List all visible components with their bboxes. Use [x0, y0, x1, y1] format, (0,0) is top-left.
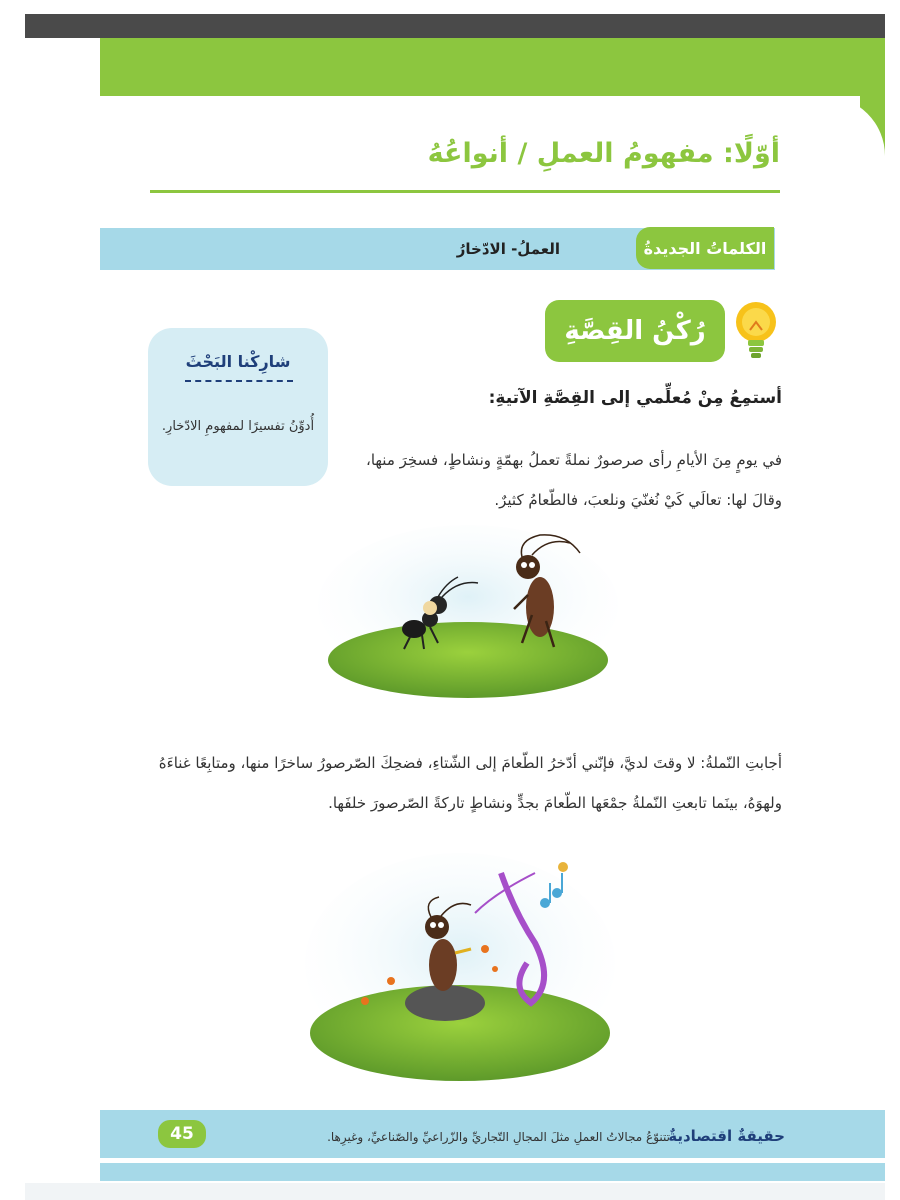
- cricket-singing-illustration: [305, 853, 615, 1085]
- page-number: [158, 1120, 206, 1148]
- title-underline: [150, 190, 780, 193]
- story-paragraph-1: في يومٍ مِنَ الأيامِ رأى صرصورٌ نملةً تعملُ بهمّةٍ ونشاطٍ، فسخِرَ منها، وقالَ لها: تعالَي كَيْ نُغنّيَ ونلعبَ، فالطّعامُ كثيرٌ.: [365, 451, 782, 509]
- page-number-value: 45: [170, 1124, 194, 1144]
- research-prompt: أُدوِّنُ تفسيرًا لمفهومِ الادّخارِ.: [161, 419, 315, 434]
- page-bottom-edge: [25, 1183, 885, 1200]
- vocabulary-tag: [636, 227, 774, 269]
- research-title-divider: [185, 380, 293, 382]
- story-corner-label: رُكْنُ القِصَّةِ: [564, 316, 706, 346]
- lightbulb-icon: [733, 300, 779, 362]
- story-corner-heading: [545, 300, 725, 362]
- header-green-band: [100, 38, 885, 96]
- listen-instruction: أستمِعُ مِنْ مُعلِّمي إلى القِصَّةِ الآتيةِ:: [488, 388, 782, 408]
- vocabulary-words: العملُ- الادّخارُ: [456, 240, 560, 258]
- top-dark-bar: [25, 14, 885, 38]
- ant-and-cricket-illustration: [318, 525, 618, 700]
- economic-fact-text: تتنوّعُ مجالاتُ العملِ مثلَ المجالِ التّجاريِّ والزّراعيِّ والصّناعيِّ، وغيرِها.: [327, 1130, 670, 1144]
- story-paragraph-2: أجابتِ النّملةُ: لا وقتَ لديَّ، فإنّني أدّخرُ الطّعامَ إلى الشّتاءِ، فضحِكَ الصّرصورُ ساخرًا منها، ومتابِعًا غناءَهُ ولهوَهُ، بينَما تابعتِ النّملةُ جمْعَها الطّعامَ بجدٍّ ونشاطٍ تاركةً الصّرصورَ خلفَها.: [158, 754, 782, 812]
- section-title: أوّلًا: مفهومُ العملِ / أنواعُهُ: [427, 138, 780, 169]
- economic-fact-label: حقيقةٌ اقتصاديةٌ: [668, 1127, 785, 1145]
- vocabulary-tag-label: الكلماتُ الجديدةُ: [643, 238, 767, 258]
- footer-strip: [100, 1163, 885, 1181]
- research-title: شارِكْنا البَحْثَ: [185, 352, 291, 371]
